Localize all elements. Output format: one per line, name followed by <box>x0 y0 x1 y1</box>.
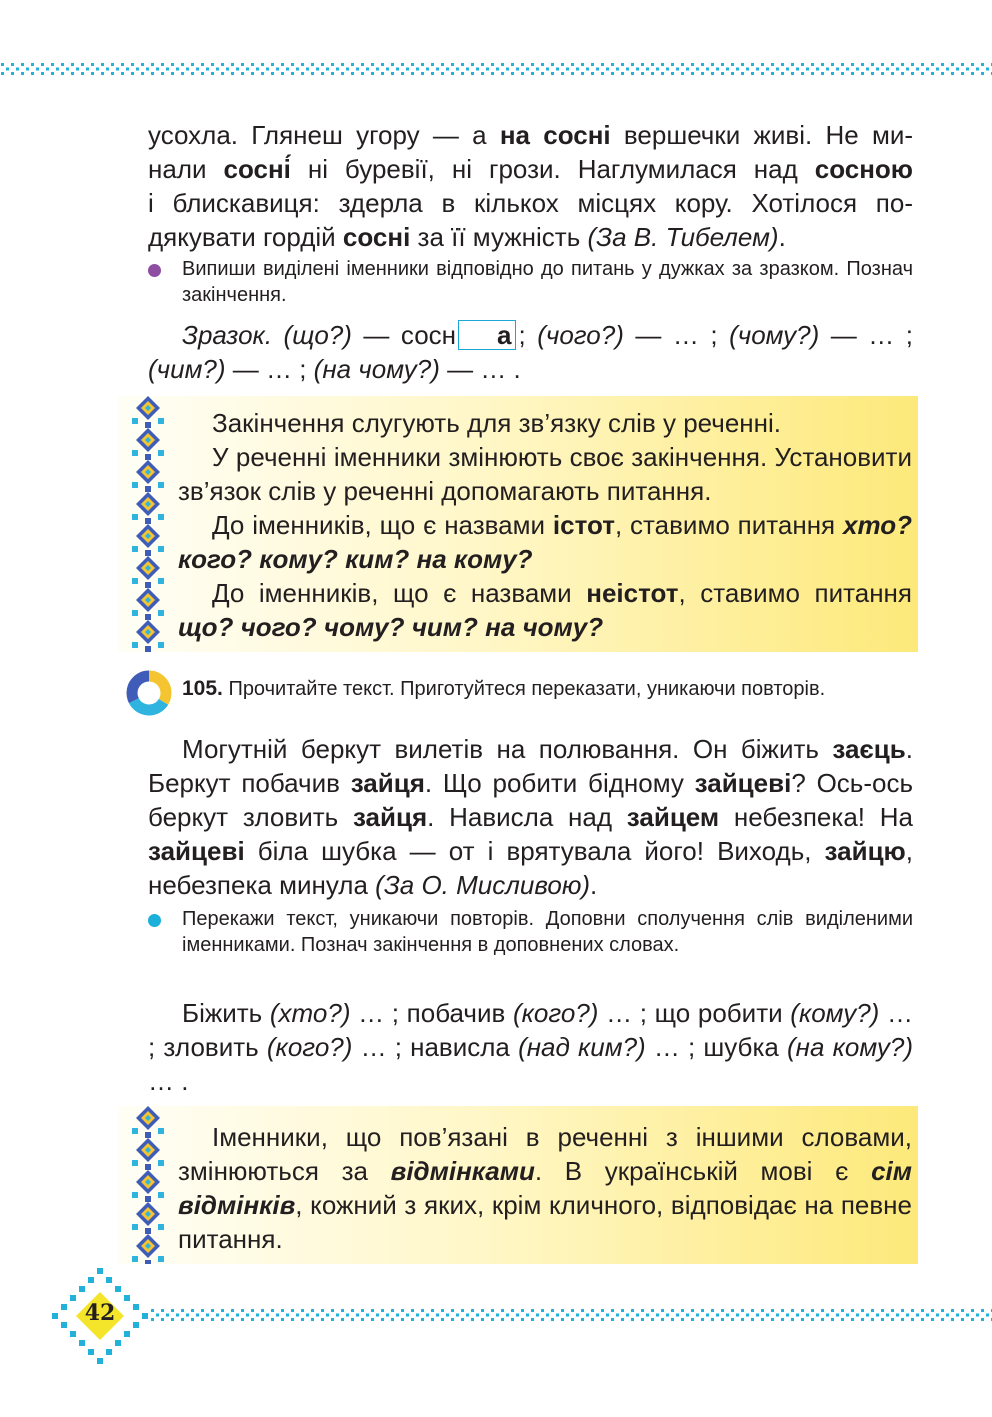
paragraph-berkut: Могутній беркут вилетів на полювання. Он біжить заєць. Беркут побачив зайця. Що робити бідному зайцеві? Ось-ось беркут зловить зайця. Нависла над зайцем небезпека! На зайцеві біла шубка — от і врятувала його! Виходь, зайцю, небезпека минула (За О. Мисливою). <box>148 734 914 900</box>
exercise-105-task: 105. Прочитайте текст. Приготуйтеся переказати, уникаючи повторів. <box>182 677 826 700</box>
task-instruction: Випиши виділені іменники відповідно до питань у дужках за зразком. Познач закінчення. <box>182 258 913 306</box>
rule-sentence: У реченні іменники змінюють своє закінчення. Установити зв’язок слів у реченні допомагають питання. <box>178 442 912 506</box>
folk-ornament-icon <box>130 396 166 652</box>
bottom-ornament-border <box>150 1308 992 1322</box>
task-instruction-retell: Перекажи текст, уникаючи повторів. Доповни сполучення слів виділеними іменниками. Познач закінчення в доповнених словах. <box>182 908 913 956</box>
fill-in-line: Біжить (хто?) … ; побачив (кого?) … ; що робити (кому?) … ; зловить (кого?) … ; нависла (над ким?) … ; шубка (на кому?) … . <box>148 998 913 1096</box>
task-bullet <box>148 914 161 927</box>
rule-sentence: Закінчення слугують для зв’язку слів у реченні. <box>212 408 781 438</box>
rule-sentence: До іменників, що є назвами неістот, ставимо питання що? чого? чому? чим? на чому? <box>178 578 912 642</box>
top-ornament-border <box>0 62 992 76</box>
rule-box-cases <box>118 1106 918 1264</box>
page-number: 42 <box>84 1300 116 1326</box>
rule-sentence: До іменників, що є назвами істот, ставимо питання хто? кого? кому? ким? на кому? <box>178 510 913 574</box>
reading-ring-icon <box>126 670 172 716</box>
exercise-number: 105. <box>182 677 223 700</box>
folk-ornament-icon <box>130 1106 166 1264</box>
rule-cases-text: Іменники, що пов’язані в реченні з іншими словами, змінюються за відмінками. В українській мові є сім відмінків, кожний з яких, крім кличного, відповідає на певне питання. <box>178 1122 912 1254</box>
paragraph-sosna: усохла. Глянеш угору — а на сосні вершечки живі. Не ми- нали сосні́ ні буревії, ні грози. Наглумилася над сосною і блискавиця: здерла в кількох місцях кору. Хотілося по- дякувати гордій сосні за її мужність (За В. Тибелем). <box>148 120 914 252</box>
rule-box-endings <box>118 396 918 652</box>
ending-box: а <box>458 320 516 350</box>
task-bullet <box>148 264 161 277</box>
sample-line: Зразок. (що?) — сосн а ; (чого?) — … ; (чому?) — … ; (чим?) — … ; (на чому?) — … . <box>148 320 913 384</box>
